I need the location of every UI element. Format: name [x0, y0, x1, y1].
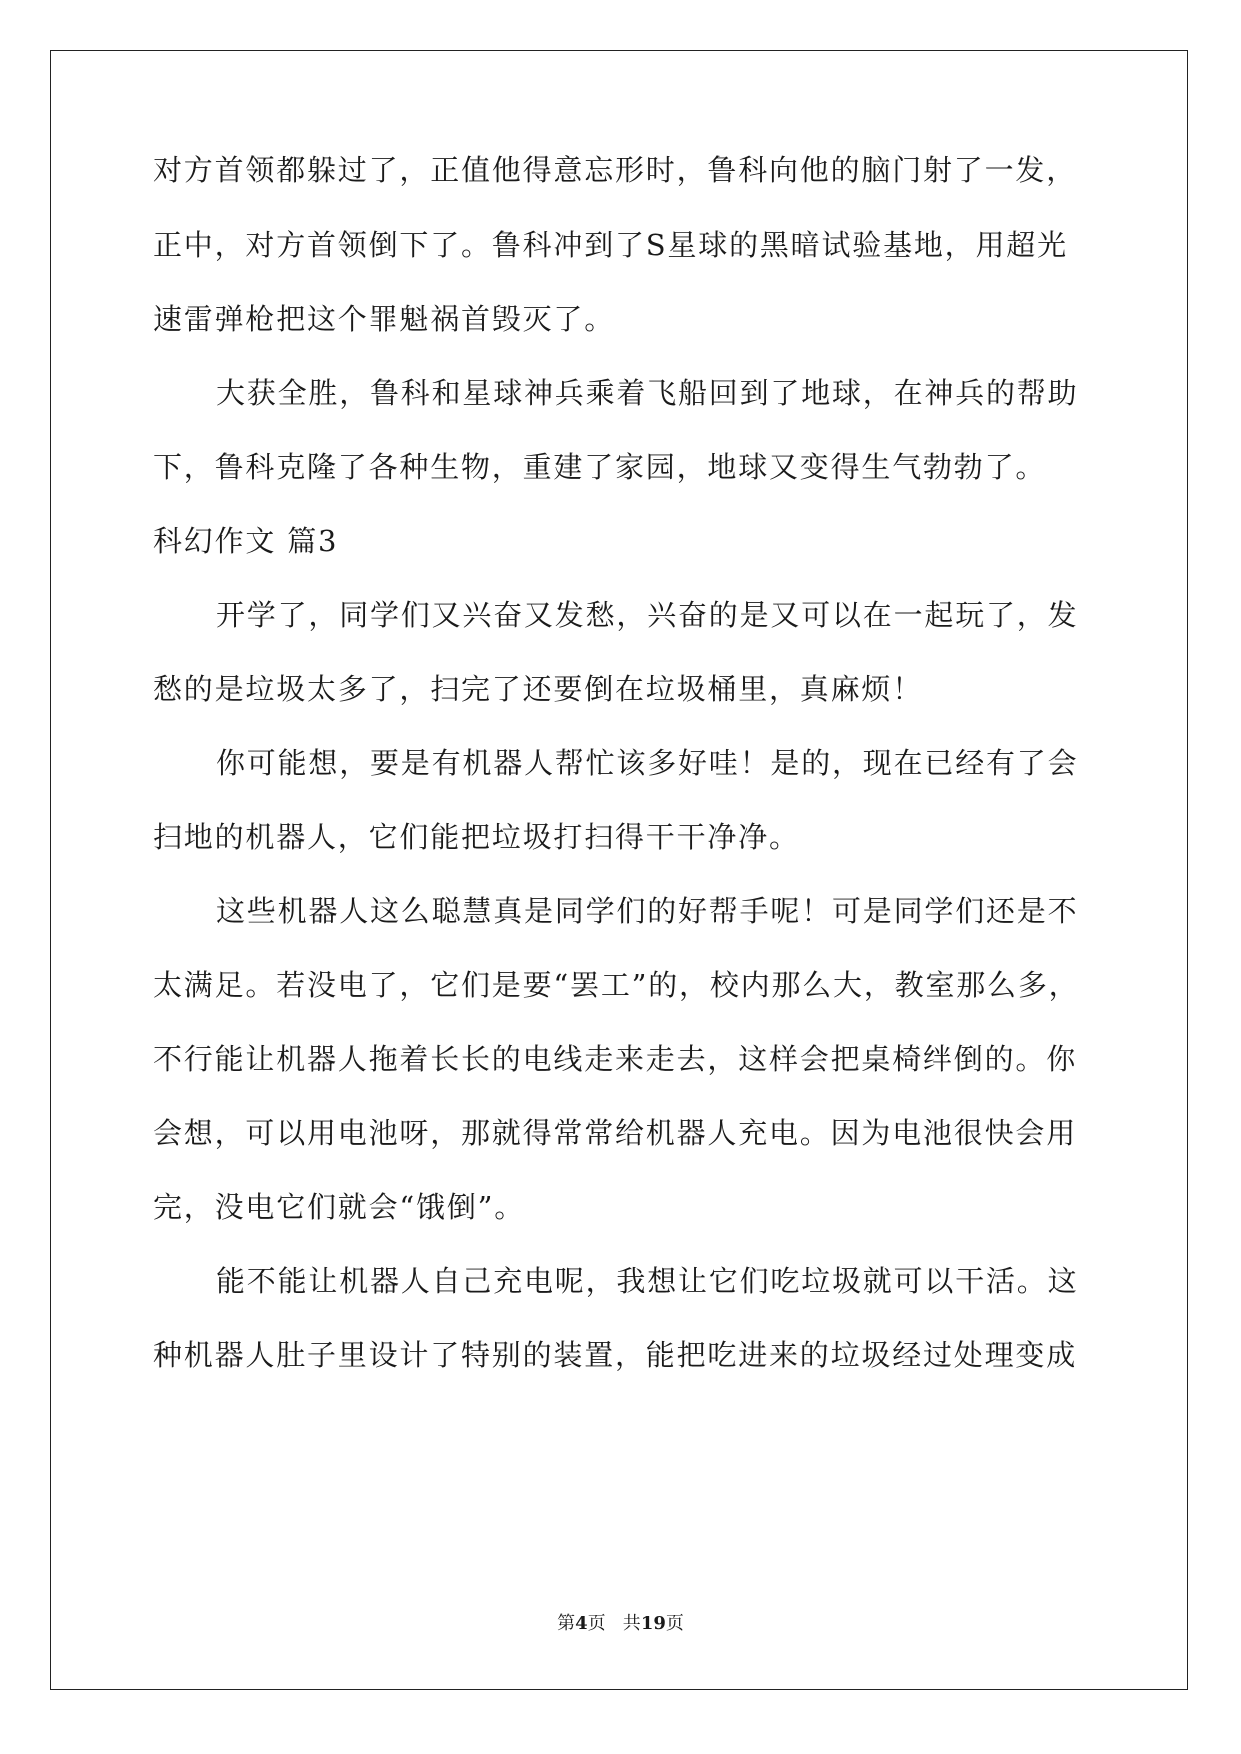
text-line: 大获全胜，鲁科和星球神兵乘着飞船回到了地球，在神兵的帮助: [216, 376, 1079, 410]
page-footer: [0, 1609, 1241, 1635]
text-line: 愁的是垃圾太多了，扫完了还要倒在垃圾桶里，真麻烦！: [153, 672, 924, 706]
text-line: 正中，对方首领倒下了。鲁科冲到了S星球的黑暗试验基地，用超光: [153, 228, 1068, 262]
text-line: 你可能想，要是有机器人帮忙该多好哇！是的，现在已经有了会: [216, 746, 1079, 780]
text-line: 能不能让机器人自己充电呢，我想让它们吃垃圾就可以干活。这: [216, 1264, 1079, 1298]
footer-suffix: 页: [665, 1613, 684, 1634]
footer-prefix: 第: [557, 1613, 576, 1634]
text-line: 会想，可以用电池呀，那就得常常给机器人充电。因为电池很快会用: [153, 1116, 1078, 1150]
text-line: 下，鲁科克隆了各种生物，重建了家园，地球又变得生气勃勃了。: [153, 450, 1047, 484]
section-heading: 科幻作文 篇3: [153, 524, 339, 558]
text-line: 这些机器人这么聪慧真是同学们的好帮手呢！可是同学们还是不: [216, 894, 1079, 928]
page-border: [50, 50, 1188, 1690]
text-line: 完，没电它们就会“饿倒”。: [153, 1190, 526, 1224]
text-line: 不行能让机器人拖着长长的电线走来走去，这样会把桌椅绊倒的。你: [153, 1042, 1078, 1076]
footer-page-number: 4: [575, 1613, 588, 1634]
text-line: 对方首领都躲过了，正值他得意忘形时，鲁科向他的脑门射了一发，: [153, 153, 1078, 187]
text-line: 太满足。若没电了，它们是要“罢工”的，校内那么大，教室那么多，: [153, 968, 1080, 1002]
text-line: 速雷弹枪把这个罪魁祸首毁灭了。: [153, 302, 616, 336]
text-line: 扫地的机器人，它们能把垃圾打扫得干干净净。: [153, 820, 800, 854]
footer-total-pages: 19: [640, 1613, 666, 1634]
text-line: 种机器人肚子里设计了特别的装置，能把吃进来的垃圾经过处理变成: [153, 1338, 1078, 1372]
text-line: 开学了，同学们又兴奋又发愁，兴奋的是又可以在一起玩了，发: [216, 598, 1079, 632]
footer-mid: 页 共: [587, 1613, 641, 1634]
